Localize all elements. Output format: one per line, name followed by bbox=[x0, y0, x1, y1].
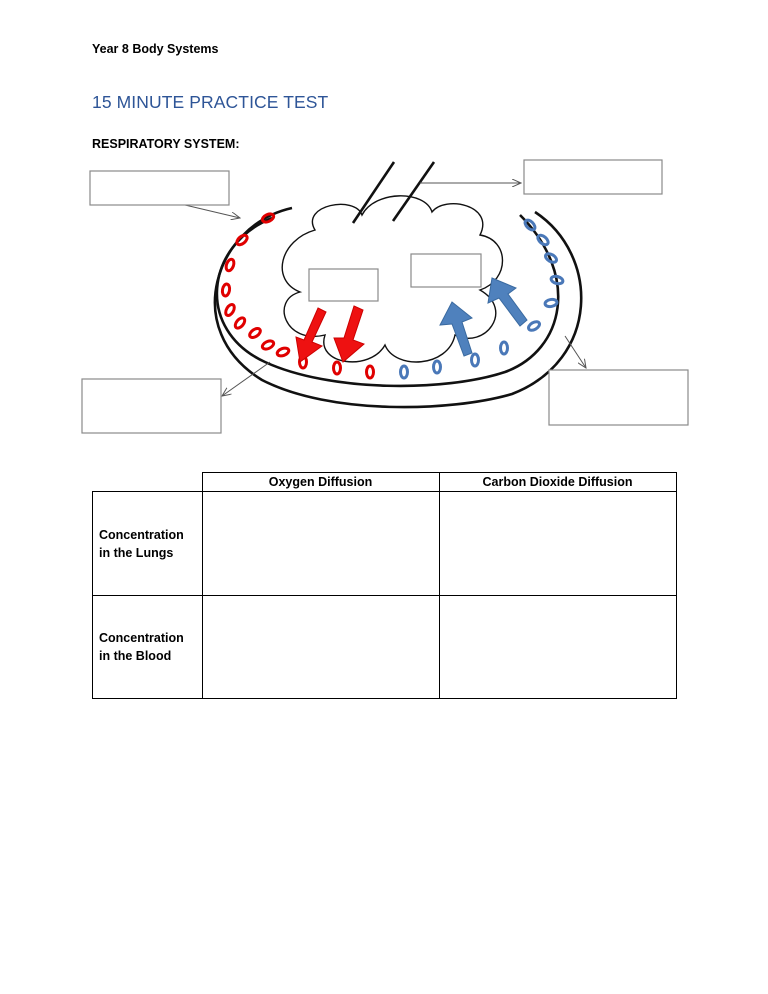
blue-blood-cell-icon bbox=[401, 366, 408, 378]
column-header-co2: Carbon Dioxide Diffusion bbox=[439, 473, 676, 492]
blue-blood-cell-icon bbox=[544, 299, 557, 308]
red-blood-cell-icon bbox=[248, 327, 262, 340]
table-row bbox=[93, 492, 677, 596]
label-box-bottom-right[interactable] bbox=[549, 370, 688, 425]
page-title: 15 MINUTE PRACTICE TEST bbox=[92, 92, 329, 112]
red-blood-cell-icon bbox=[261, 339, 275, 350]
blue-blood-cell-icon bbox=[527, 320, 541, 332]
answer-cell-co2-lungs[interactable] bbox=[439, 492, 676, 596]
red-blood-cell-icon bbox=[233, 316, 246, 330]
red-blood-cell-icon bbox=[276, 347, 290, 358]
blue-blood-cell-icon bbox=[501, 342, 508, 354]
table-header-row bbox=[93, 473, 677, 492]
row-header-blood: Concentration in the Blood bbox=[93, 596, 203, 699]
label-box-inner-left[interactable] bbox=[309, 269, 378, 301]
red-blood-cell-icon bbox=[222, 283, 231, 296]
table-corner bbox=[93, 473, 203, 492]
row-header-lungs: Concentration in the Lungs bbox=[93, 492, 203, 596]
blue-blood-cell-icon bbox=[434, 361, 441, 373]
respiratory-diagram bbox=[0, 0, 768, 460]
label-box-bottom-left[interactable] bbox=[82, 379, 221, 433]
answer-cell-oxygen-lungs[interactable] bbox=[202, 492, 439, 596]
section-heading: RESPIRATORY SYSTEM: bbox=[92, 137, 240, 151]
label-box-top-right[interactable] bbox=[524, 160, 662, 194]
blue-blood-cell-icon bbox=[472, 354, 479, 366]
diffusion-table bbox=[92, 472, 677, 699]
column-header-oxygen: Oxygen Diffusion bbox=[202, 473, 439, 492]
label-box-top-left[interactable] bbox=[90, 171, 229, 205]
label-box-inner-right[interactable] bbox=[411, 254, 481, 287]
document-header: Year 8 Body Systems bbox=[92, 42, 219, 56]
red-blood-cell-icon bbox=[334, 362, 341, 374]
answer-cell-oxygen-blood[interactable] bbox=[202, 596, 439, 699]
red-blood-cell-icon bbox=[367, 366, 374, 378]
blue-blood-cell-icon bbox=[536, 233, 550, 246]
red-blood-cell-icon bbox=[235, 233, 249, 246]
table-row bbox=[93, 596, 677, 699]
red-blood-cell-icon bbox=[224, 303, 236, 317]
answer-cell-co2-blood[interactable] bbox=[439, 596, 676, 699]
